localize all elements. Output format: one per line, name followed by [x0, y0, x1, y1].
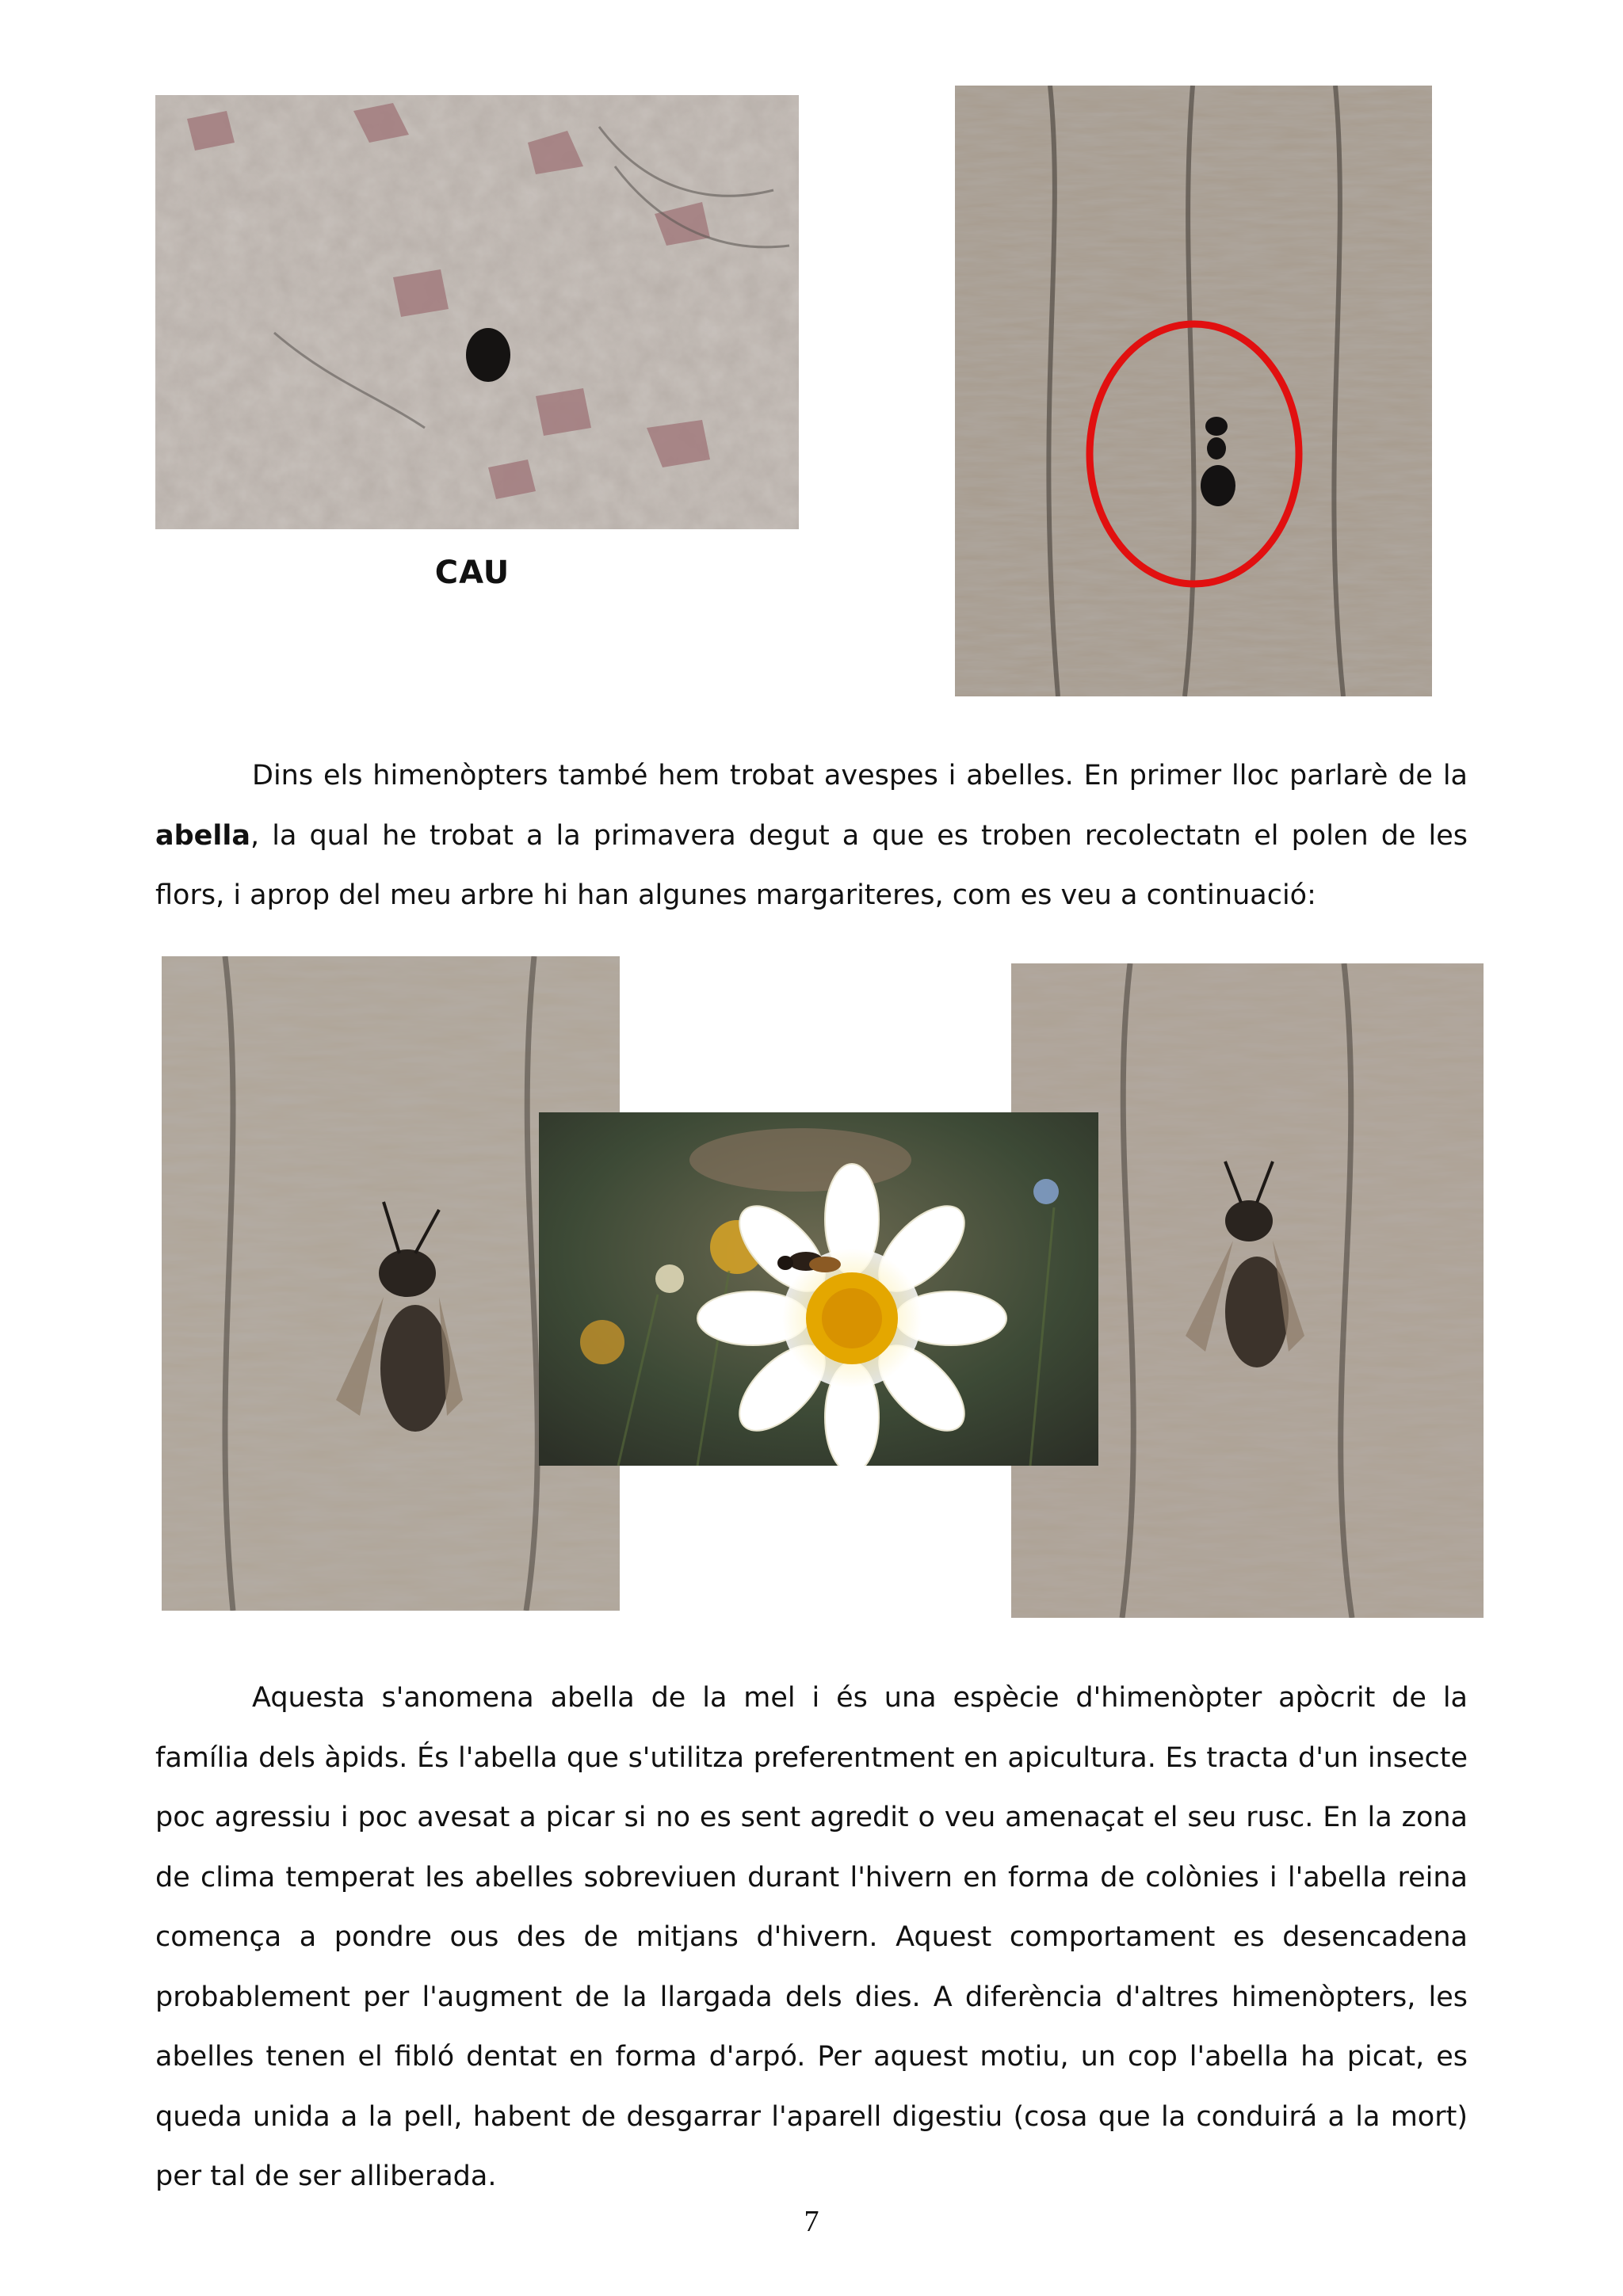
burrow-caption: CAU	[434, 555, 510, 591]
daisy-with-bee-photo	[539, 1112, 1098, 1466]
honeybee-description-paragraph: Aquesta s'anomena abella de la mel i és una espècie d'himenòpter apòcrit de la família dels àpids. És l'abella que s'utilitza preferentment en apicultura. Es tracta d'un insecte poc agressiu i poc avesat a picar si no es sent agredit o veu amenaçat el seu rusc. En la zona de clima temperat les abelles sobreviuen durant l'hivern en forma de colònies i l'abella reina comença a pondre ous des de mitjans d'hivern. Aquest comportament es desencadena probablement per l'augment de la llargada dels dies. A diferència d'altres himenòpters, les abelles tenen el fibló dentat en forma d'arpó. Per aquest motiu, un cop l'abella ha picat, es queda unida a la pell, habent de desgarrar l'aparell digestiu (cosa que la conduirá a la mort) per tal de ser alliberada.	[155, 1682, 1468, 2192]
intro-paragraph: Dins els himenòpters també hem trobat avespes i abelles. En primer lloc parlarè de la abella, la qual he trobat a la primavera degut a que es troben recolectatn el polen de les flors, i aprop del meu arbre hi han algunes margariteres, com es veu a continuació:	[155, 760, 1468, 911]
page-number: 7	[804, 2205, 819, 2238]
ant-on-bark-photo	[955, 86, 1432, 696]
burrow-photo	[155, 95, 799, 529]
bold-term-abella: abella	[155, 819, 251, 852]
